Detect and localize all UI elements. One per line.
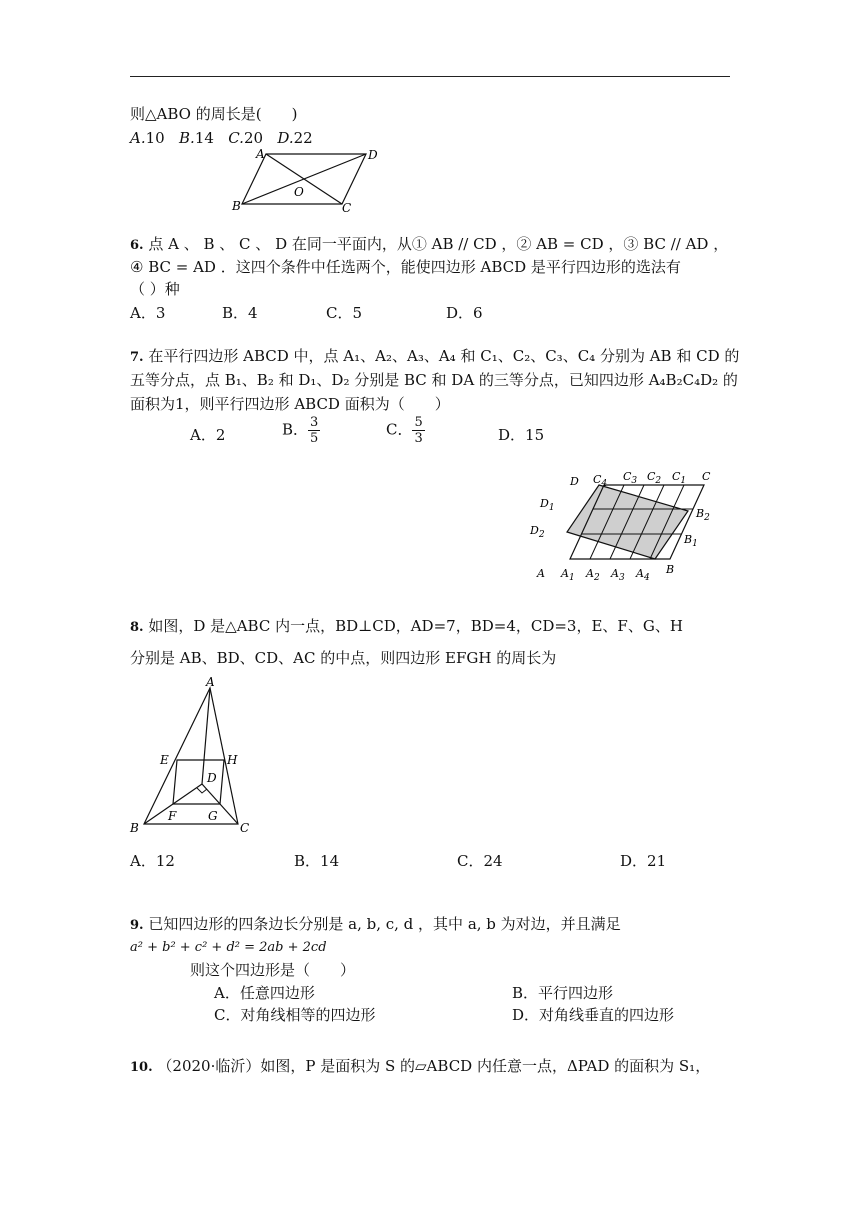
q6-option-b-text: 4 — [248, 304, 258, 322]
q7-label-c3: $C_3$ — [623, 470, 638, 486]
q8-label-f: F — [168, 809, 177, 823]
q8-label-d: D — [207, 771, 217, 785]
q7-line2: 五等分点，点 B₁、B₂ 和 D₁、D₂ 分别是 BC 和 DA 的三等分点，已知四边形 A₄B₂C₄D₂ 的 — [130, 371, 738, 389]
q6-line3: （ ）种 — [130, 280, 180, 298]
q9-option-b-text: 平行四边形 — [538, 984, 614, 1002]
q10-number: 10. — [130, 1060, 153, 1075]
q10-line1 — [130, 1056, 710, 1078]
q5-option-b-text: 14 — [194, 129, 214, 147]
q7-label-a4: $A_4$ — [636, 567, 650, 583]
q7-line1 — [130, 346, 739, 368]
q9-line3: 则这个四边形是（ ） — [190, 961, 356, 979]
q7-line1-text: 在平行四边形 ABCD 中，点 A₁、A₂、A₃、A₄ 和 C₁、C₂、C₃、C₄ 分别为 AB 和 CD 的 — [148, 347, 740, 365]
q8-option-a — [130, 850, 175, 871]
q9-option-b — [512, 982, 613, 1003]
header-rule — [130, 76, 730, 77]
q5-label-b: B — [232, 199, 241, 213]
q8-label-b: B — [130, 821, 139, 835]
q7-label-a2: $A_2$ — [586, 567, 600, 583]
q7-option-a — [190, 424, 225, 445]
q8-option-d — [620, 850, 666, 871]
q7-line3: 面积为1，则平行四边形 ABCD 面积为（ ） — [130, 395, 450, 413]
q8-option-a-label: A． — [130, 852, 156, 870]
q7-label-d: D — [570, 475, 579, 488]
q7-option-a-text: 2 — [215, 426, 226, 444]
q7-label-a: A — [537, 567, 545, 580]
q7-label-a1: $A_1$ — [561, 567, 575, 583]
q6-option-a — [130, 302, 165, 323]
q6-option-c — [326, 302, 362, 323]
q7-option-c — [386, 415, 425, 446]
q9-option-d-label: D． — [512, 1006, 540, 1024]
q5-parallelogram-figure — [230, 146, 390, 216]
q9-line1-text: 已知四边形的四条边长分别是 a, b, c, d ，其中 a, b 为对边，并且满足 — [148, 915, 621, 933]
q7-label-d2: $D_2$ — [530, 524, 545, 540]
q7-option-a-label: A． — [190, 426, 216, 444]
q9-option-d-text: 对角线垂直的四边形 — [539, 1006, 675, 1024]
q8-label-h: H — [227, 753, 238, 767]
q6-option-b-label: B． — [222, 304, 249, 322]
q7-option-c-denominator: 3 — [414, 431, 423, 446]
q6-option-c-text: 5 — [352, 304, 363, 322]
q9-number: 9. — [130, 918, 144, 933]
q9-option-c-text: 对角线相等的四边形 — [240, 1006, 376, 1024]
q8-label-g: G — [208, 809, 218, 823]
q6-option-c-label: C． — [326, 304, 353, 322]
q7-label-c2: $C_2$ — [647, 470, 662, 486]
q7-label-a3: $A_3$ — [611, 567, 625, 583]
q6-option-d-text: 6 — [473, 304, 483, 322]
q7-option-b — [282, 415, 320, 446]
q8-option-d-label: D． — [620, 852, 648, 870]
q9-option-a — [214, 982, 315, 1003]
q9-option-b-label: B． — [512, 984, 539, 1002]
q7-option-c-fraction — [412, 415, 424, 446]
q5-label-a: A — [256, 147, 265, 161]
q5-label-o: O — [294, 185, 304, 199]
q7-option-c-label: C． — [386, 420, 413, 439]
q9-option-c-label: C． — [214, 1006, 241, 1024]
q8-label-a: A — [206, 675, 215, 689]
q5-option-a-text: 10 — [145, 129, 165, 147]
q7-option-b-label: B． — [282, 420, 309, 439]
q8-option-c — [457, 850, 503, 871]
q8-option-b-label: B． — [294, 852, 321, 870]
q7-label-b1: $B_1$ — [684, 533, 698, 549]
q7-number: 7. — [130, 350, 144, 365]
q8-option-b — [294, 850, 339, 871]
q5-option-c-label: C. — [228, 129, 244, 147]
q9-equation: a² + b² + c² + d² = 2ab + 2cd — [130, 940, 327, 955]
q7-option-b-denominator: 5 — [310, 431, 319, 446]
q7-option-d-label: D． — [498, 426, 526, 444]
q5-option-d-text: 22 — [293, 129, 313, 147]
q5-option-a-label: A. — [130, 129, 146, 147]
q8-option-c-text: 24 — [483, 852, 503, 870]
q8-option-b-text: 14 — [320, 852, 340, 870]
q8-option-d-text: 21 — [647, 852, 667, 870]
q9-option-a-label: A． — [214, 984, 240, 1002]
q8-line1-text: 如图，D 是△ABC 内一点，BD⊥CD，AD=7，BD=4，CD=3，E、F、G、H — [148, 617, 683, 635]
q7-option-c-numerator: 5 — [414, 415, 423, 430]
q9-option-d — [512, 1004, 674, 1025]
q7-label-b: B — [666, 563, 675, 576]
q6-option-a-text: 3 — [155, 304, 166, 322]
q7-label-c4: $C_4$ — [593, 473, 608, 489]
q9-option-a-text: 任意四边形 — [239, 984, 315, 1002]
q7-option-d-text: 15 — [525, 426, 545, 444]
q7-label-b2: $B_2$ — [696, 507, 710, 523]
q10-line1-text: （2020·临沂）如图，P 是面积为 S 的▱ABCD 内任意一点，ΔPAD 的面积为 S₁， — [157, 1057, 711, 1075]
q7-option-b-numerator: 3 — [310, 415, 319, 430]
q8-option-a-text: 12 — [155, 852, 175, 870]
q8-line2: 分别是 AB、BD、CD、AC 的中点，则四边形 EFGH 的周长为 — [130, 649, 557, 667]
q7-grid-parallelogram-figure — [520, 462, 740, 586]
q8-label-c: C — [240, 821, 250, 835]
q5-label-c: C — [342, 201, 352, 215]
q9-line1 — [130, 914, 621, 936]
q7-option-b-fraction — [308, 415, 320, 446]
q7-label-c1: $C_1$ — [672, 470, 687, 486]
q5-label-d: D — [368, 148, 378, 162]
q6-option-d-label: D． — [446, 304, 474, 322]
q8-number: 8. — [130, 620, 144, 635]
q8-line1 — [130, 616, 683, 638]
q6-option-b — [222, 302, 258, 323]
q5-options — [130, 128, 313, 148]
q6-option-a-label: A． — [130, 304, 156, 322]
q7-option-d — [498, 424, 544, 445]
q8-triangle-figure — [122, 674, 262, 840]
q6-line1 — [130, 234, 728, 256]
q5-option-c-text: 20 — [243, 129, 264, 147]
q7-label-c: C — [702, 470, 711, 483]
q6-line1-text: 点 A 、 B 、 C 、 D 在同一平面内，从① AB // CD ，② AB = CD ，③ BC // AD ， — [148, 235, 729, 253]
q7-label-d1: $D_1$ — [540, 497, 555, 513]
q8-label-e: E — [160, 753, 169, 767]
q5-option-d-label: D. — [277, 129, 294, 147]
q5-option-b-label: B. — [179, 129, 195, 147]
q6-number: 6. — [130, 238, 144, 253]
q6-option-d — [446, 302, 483, 323]
q5-stem: 则△ABO 的周长是( ) — [130, 105, 298, 123]
q6-line2: ④ BC = AD ．这四个条件中任选两个，能使四边形 ABCD 是平行四边形的选法有 — [130, 258, 681, 276]
q8-option-c-label: C． — [457, 852, 484, 870]
q9-option-c — [214, 1004, 376, 1025]
